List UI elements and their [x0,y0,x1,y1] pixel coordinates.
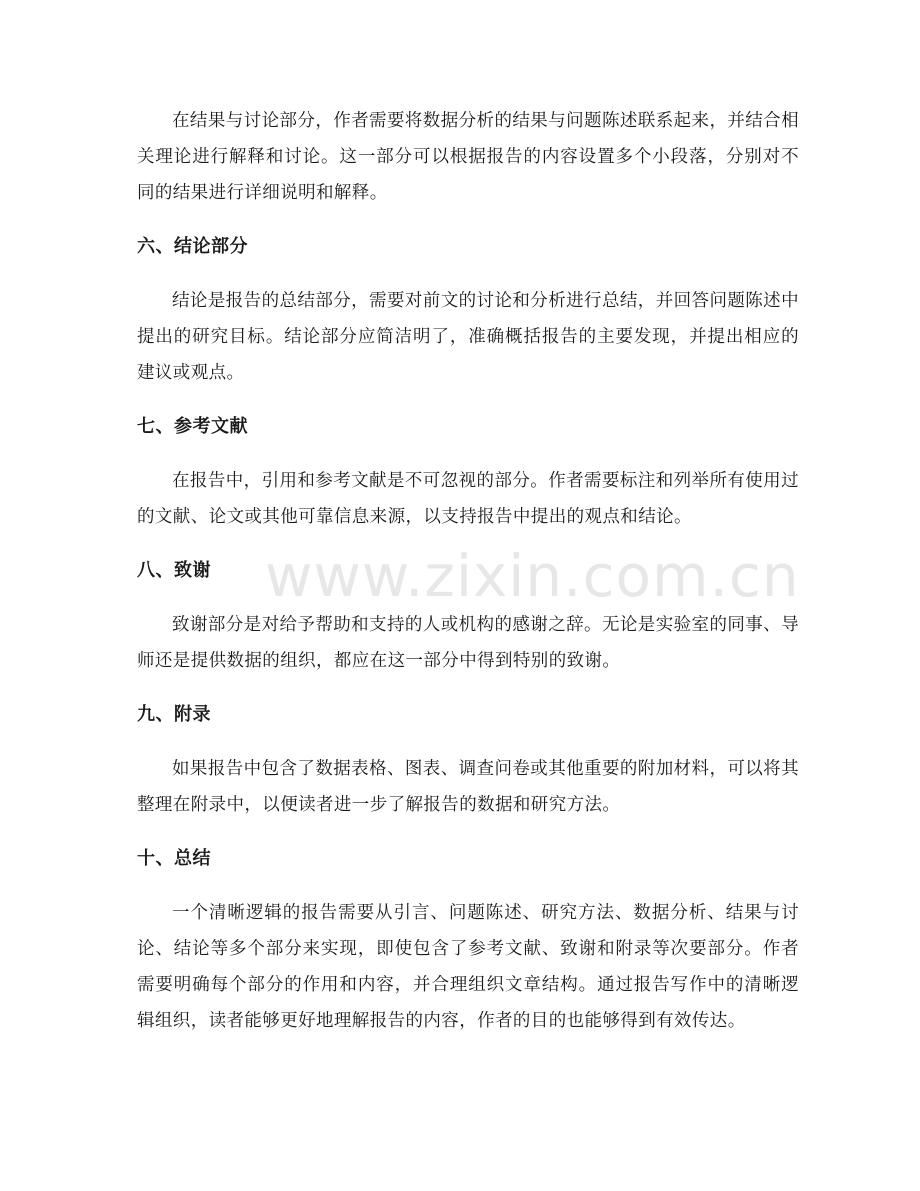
section-heading-summary: 十、总结 [137,848,211,869]
section-body-appendix: 如果报告中包含了数据表格、图表、调查问卷或其他重要的附加材料，可以将其整理在附录中，以便读者进一步了解报告的数据和研究方法。 [137,759,799,815]
section-body-acknowledgements: 致谢部分是对给予帮助和支持的人或机构的感谢之辞。无论是实验室的同事、导师还是提供数据的组织，都应在这一部分中得到特别的致谢。 [137,615,799,671]
section-body-conclusion: 结论是报告的总结部分，需要对前文的讨论和分析进行总结，并回答问题陈述中提出的研究目标。结论部分应简洁明了，准确概括报告的主要发现，并提出相应的建议或观点。 [137,291,799,383]
section-body-summary: 一个清晰逻辑的报告需要从引言、问题陈述、研究方法、数据分析、结果与讨论、结论等多个部分来实现，即使包含了参考文献、致谢和附录等次要部分。作者需要明确每个部分的作用和内容，并合理组织文章结构。通过报告写作中的清晰逻辑组织，读者能够更好地理解报告的内容，作者的目的也能够得到有效传达。 [137,903,799,1031]
watermark: www.zixin.com.cn [265,542,800,610]
section-heading-conclusion: 六、结论部分 [137,236,248,257]
intro-paragraph: 在结果与讨论部分，作者需要将数据分析的结果与问题陈述联系起来，并结合相关理论进行解释和讨论。这一部分可以根据报告的内容设置多个小段落，分别对不同的结果进行详细说明和解释。 [137,111,799,203]
section-heading-appendix: 九、附录 [137,704,211,725]
section-heading-references: 七、参考文献 [137,416,248,437]
section-body-references: 在报告中，引用和参考文献是不可忽视的部分。作者需要标注和列举所有使用过的文献、论文或其他可靠信息来源，以支持报告中提出的观点和结论。 [137,471,799,527]
document-body [137,103,799,1039]
section-heading-acknowledgements: 八、致谢 [137,560,211,581]
